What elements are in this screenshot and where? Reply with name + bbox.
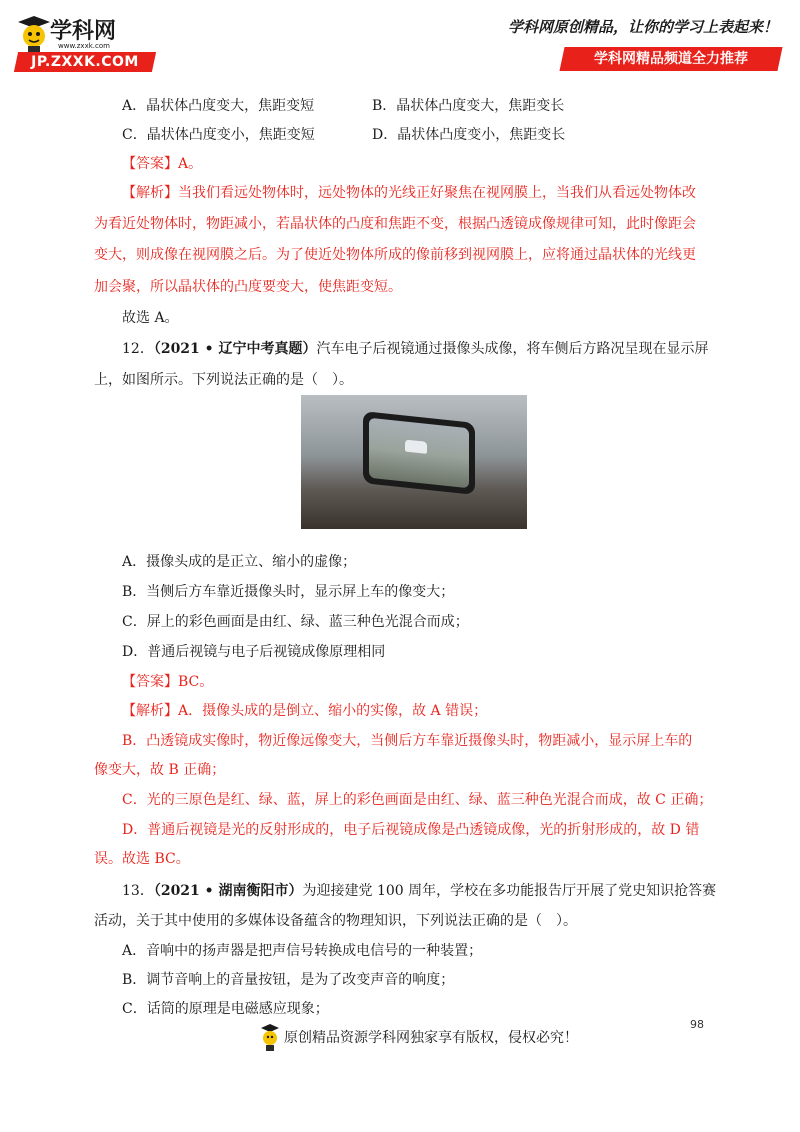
q11-analysis-line: 【解析】当我们看远处物体时，远处物体的光线正好聚焦在视网膜上，当我们从看远处物体改 (122, 185, 696, 201)
rearview-camera-photo (301, 395, 527, 529)
channel-banner (559, 47, 782, 71)
channel-banner-text: 学科网精品频道全力推荐 (594, 51, 748, 67)
q12-analysis-line: D．普通后视镜是光的反射形成的，电子后视镜成像是凸透镜成像，光的折射形成的，故 D 错 (122, 822, 700, 838)
q13-source: （2021 • 湖南衡阳市） (153, 883, 303, 899)
page-number: 98 (690, 1018, 704, 1031)
graduate-mascot-icon (260, 1022, 280, 1052)
q12-analysis-line: 像变大，故 B 正确； (94, 762, 226, 778)
electronic-mirror-display (363, 411, 475, 495)
q11-option-a: A．晶状体凸度变大，焦距变短 (122, 98, 315, 114)
q12-answer: 【答案】BC。 (122, 674, 214, 690)
q12-number: 12． (122, 341, 154, 357)
q13-option-a: A．音响中的扬声器是把声信号转换成电信号的一种装置； (122, 943, 483, 959)
q12-stem-line-1 (122, 339, 709, 359)
logo-text: 学科网 (50, 19, 117, 44)
q11-analysis-line: 加会聚，所以晶状体的凸度要变大，使焦距变短。 (94, 279, 402, 295)
q12-analysis-line: 【解析】A．摄像头成的是倒立、缩小的实像，故 A 错误； (122, 703, 488, 719)
graduate-mascot-icon (14, 14, 52, 54)
q12-stem-line-2: 上，如图所示。下列说法正确的是（ ）。 (94, 372, 353, 388)
q11-option-c: C．晶状体凸度变小，焦距变短 (122, 127, 315, 143)
q11-option-b: B．晶状体凸度变大，焦距变长 (372, 98, 565, 114)
logo-banner-text: JP.ZXXK.COM (31, 54, 139, 70)
q11-analysis-line: 变大，则成像在视网膜之后。为了使近处物体所成的像前移到视网膜上，应将通过晶状体的光线更 (94, 247, 696, 263)
q11-analysis-line: 为看近处物体时，物距减小，若晶状体的凸度和焦距不变，根据凸透镜成像规律可知，此时像距会 (94, 216, 696, 232)
car-image-icon (405, 440, 427, 454)
q13-stem-text: 为迎接建党 100 周年，学校在多功能报告厅开展了党史知识抢答赛 (302, 883, 717, 899)
q12-analysis-line: C．光的三原色是红、绿、蓝，屏上的彩色画面是由红、绿、蓝三种色光混合而成，故 C 正确； (122, 792, 713, 808)
q13-option-c: C．话筒的原理是电磁感应现象； (122, 1001, 329, 1017)
q12-analysis-line: 误。故选 BC。 (94, 851, 190, 867)
q13-number: 13． (122, 883, 154, 899)
header-slogan: 学科网原创精品，让你的学习上表起来！ (507, 18, 778, 36)
q11-answer: 【答案】A。 (122, 156, 203, 172)
q12-analysis-line: B．凸透镜成实像时，物近像远像变大，当侧后方车靠近摄像头时，物距减小，显示屏上车的 (122, 733, 693, 749)
q12-source: （2021 • 辽宁中考真题） (153, 341, 317, 357)
q11-conclusion: 故选 A。 (122, 310, 179, 326)
q12-option-b: B．当侧后方车靠近摄像头时，显示屏上车的像变大； (122, 584, 455, 600)
q12-option-a: A．摄像头成的是正立、缩小的虚像； (122, 554, 357, 570)
q13-stem-line-1 (122, 881, 716, 901)
logo-subtext: www.zxxk.com (58, 42, 110, 50)
q13-option-b: B．调节音响上的音量按钮，是为了改变声音的响度； (122, 972, 455, 988)
q11-option-d: D．晶状体凸度变小，焦距变长 (372, 127, 566, 143)
q12-option-c: C．屏上的彩色画面是由红、绿、蓝三种色光混合而成； (122, 614, 469, 630)
q12-stem-text: 汽车电子后视镜通过摄像头成像，将车侧后方路况呈现在显示屏 (316, 341, 709, 357)
display-screen (369, 418, 469, 489)
copyright-notice: 原创精品资源学科网独家享有版权，侵权必究！ (284, 1030, 578, 1046)
logo-banner (14, 52, 156, 72)
q12-option-d: D．普通后视镜与电子后视镜成像原理相同 (122, 644, 386, 660)
q13-stem-line-2: 活动，关于其中使用的多媒体设备蕴含的物理知识，下列说法正确的是（ ）。 (94, 913, 577, 929)
